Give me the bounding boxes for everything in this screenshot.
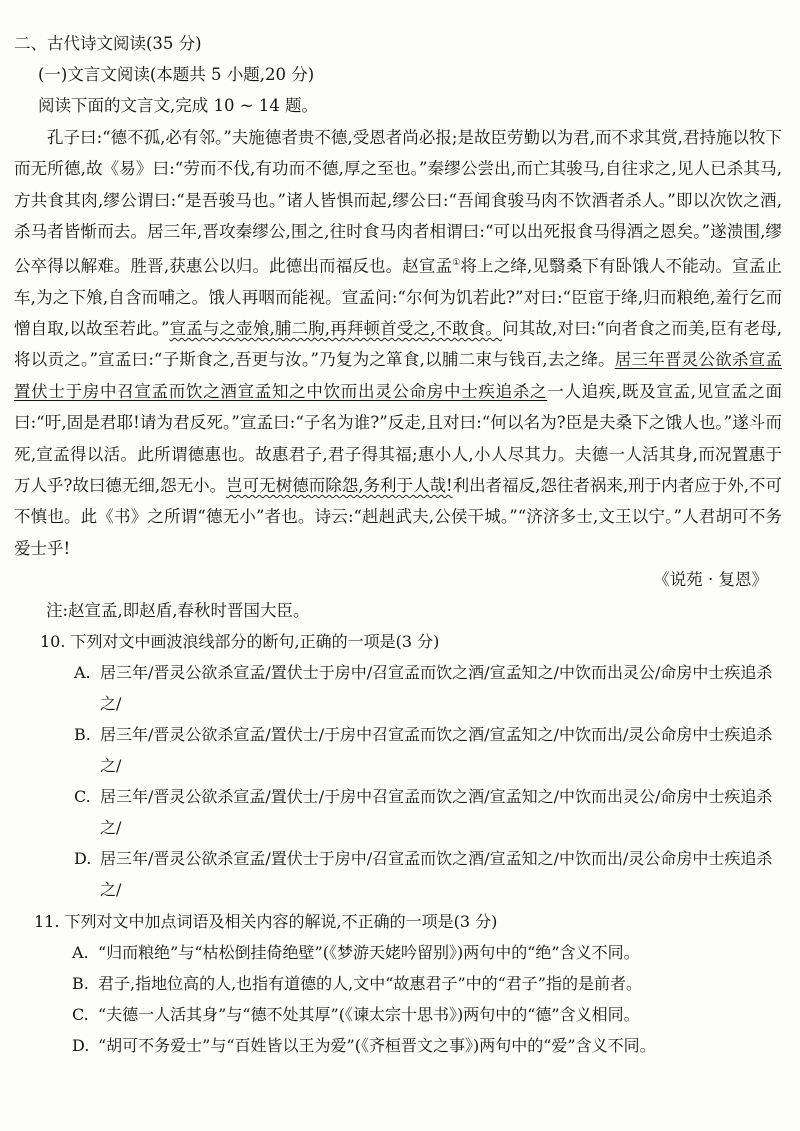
question-stem: 11. 下列对文中加点词语及相关内容的解说,不正确的一项是(3 分) xyxy=(34,912,498,932)
option-text: “胡可不务爱士”与“百姓皆以王为爱”(《齐桓晋文之事》)两句中的“爱”含义不同。 xyxy=(98,1036,656,1056)
question-stem: 10. 下列对文中画波浪线部分的断句,正确的一项是(3 分) xyxy=(40,632,440,652)
option-label: D. xyxy=(74,849,92,869)
passage-text: 一人追疾,既及宣孟,见宣孟之面曰:“吁,固是君耶!请为君反死。”宣孟曰:“子名为谁?”反走,且对曰:“何以名为?臣是夫桑下之饿人也。”遂斗而死,宣孟得以活。此所谓德惠也。故惠君子,君子得其福;惠小人,小人尽其力。夫德一人活其身,而况置惠于万人乎?故曰德无细,怨无小。 xyxy=(14,381,782,495)
source-citation: 《说苑 · 复恩》 xyxy=(653,570,768,590)
option-b xyxy=(74,719,782,781)
option-d xyxy=(74,843,782,905)
wavy-underlined-sentence: 宣孟与之壶飧,脯二朐,再拜顿首受之,不敢食。 xyxy=(169,318,503,338)
option-b xyxy=(72,968,782,999)
question-10 xyxy=(14,627,782,905)
underlined-sentence-for-translation: 岂可无树德而除怨,务利于人哉! xyxy=(226,475,453,495)
option-c xyxy=(74,781,782,843)
footnote: 注:赵宣孟,即赵盾,春秋时晋国大臣。 xyxy=(46,601,310,621)
question-11 xyxy=(14,907,782,1061)
footnote-marker: ① xyxy=(452,257,461,268)
option-text: “归而粮绝”与“枯松倒挂倚绝壁”(《梦游天姥吟留别》)两句中的“绝”含义不同。 xyxy=(98,943,640,963)
option-c xyxy=(72,999,782,1030)
option-d xyxy=(72,1030,782,1061)
passage-text: 利出者福反,怨往者祸来,刑于内者应于外,不可不慎也。此《书》之所谓“德无小”者也。诗云:“赳赳武夫,公侯干城。”“济济多士,文王以宁。”人君胡可不务爱士乎! xyxy=(14,475,782,558)
option-label: A. xyxy=(74,663,91,683)
classical-passage xyxy=(14,122,782,564)
passage-paragraph xyxy=(14,122,782,564)
instruction: 阅读下面的文言文,完成 10 ~ 14 题。 xyxy=(38,96,319,115)
option-a xyxy=(74,657,782,719)
option-label: A. xyxy=(72,943,89,963)
option-a xyxy=(72,937,782,968)
option-label: C. xyxy=(74,787,91,807)
option-text: 居三年/晋灵公欲杀宣孟/置伏士于房中/召宣孟而饮之酒/宣孟知之/中饮而出灵公/命房中士疾追杀之/ xyxy=(100,663,773,714)
section-title: 二、古代诗文阅读(35 分) xyxy=(14,34,202,53)
option-text: 居三年/晋灵公欲杀宣孟/置伏士/于房中召宣孟而饮之酒/宣孟知之/中饮而出灵公/命房中士疾追杀之/ xyxy=(100,787,773,838)
option-label: D. xyxy=(72,1036,90,1056)
passage-text: 问其故,对曰:“向者食之而美,臣有老母,将以贡之。”宣孟曰:“子斯食之,吾更与汝。”乃复为之箪食,以脯二束与钱百,去之绛。 xyxy=(14,318,782,370)
option-text: 居三年/晋灵公欲杀宣孟/置伏士/于房中召宣孟而饮之酒/宣孟知之/中饮而出/灵公命房中士疾追杀之/ xyxy=(100,725,773,776)
option-text: “夫德一人活其身”与“德不处其厚”(《谏太宗十思书》)两句中的“德”含义相同。 xyxy=(98,1005,640,1025)
option-text: 居三年/晋灵公欲杀宣孟/置伏士于房中/召宣孟而饮之酒/宣孟知之/中饮而出/灵公命房中士疾追杀之/ xyxy=(100,849,773,900)
option-label: B. xyxy=(74,725,91,745)
passage-text: 将上之绛,见翳桑下有卧饿人不能动。宣孟止车,为之下飧,自含而哺之。饿人再咽而能视。宣孟问:“尔何为饥若此?”对曰:“臣宦于绛,归而粮绝,羞行乞而憎自取,以故至若此。” xyxy=(14,256,782,338)
option-label: C. xyxy=(72,1005,89,1025)
subsection-title: (一)文言文阅读(本题共 5 小题,20 分) xyxy=(38,65,315,84)
wavy-underlined-segment: 居三年晋灵公欲杀宣孟置伏士于房中召宣孟而饮之酒宣孟知之中饮而出灵公命房中士疾追杀之 xyxy=(14,350,782,401)
passage-text: 孔子曰:“德不孤,必有邻。”夫施德者贵不德,受恩者尚必报;是故臣劳勤以为君,而不求其赏,君持施以牧下而无所德,故《易》曰:“劳而不伐,有功而不德,厚之至也。”秦缪公尝出,而亡其骏马,自往求之,见人已杀其马,方共食其肉,缪公谓曰:“是吾骏马也。”诸人皆惧而起,缪公曰:“吾闻食骏马肉不饮酒者杀人。”即以次饮之酒,杀马者皆惭而去。居三年,晋攻秦缪公,围之,往时食马肉者相谓曰:“可以出死报食马得酒之恩矣。”遂溃围,缪公卒得以解难。胜晋,获惠公以归。此德出而福反也。赵宣孟 xyxy=(14,128,782,276)
option-text: 君子,指地位高的人,也指有道德的人,文中“故惠君子”中的“君子”指的是前者。 xyxy=(98,974,642,994)
option-label: B. xyxy=(72,974,89,994)
